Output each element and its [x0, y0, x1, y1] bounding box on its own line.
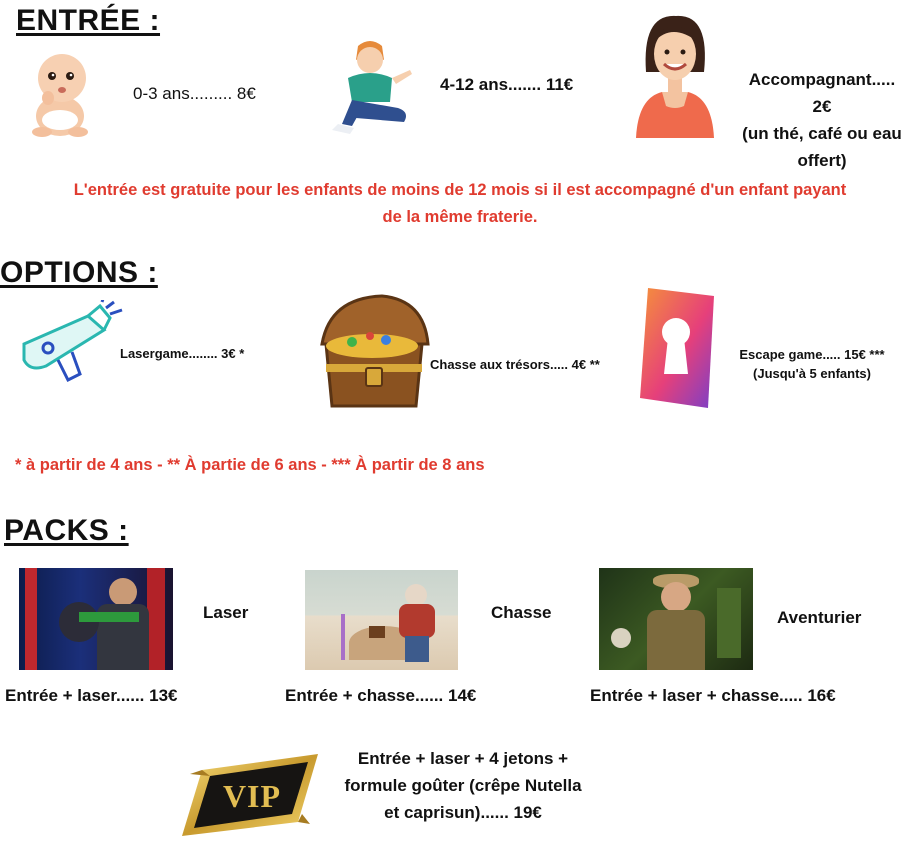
vip-pack-line3: et caprisun)...... 19€ — [384, 803, 542, 822]
free-entry-note — [0, 177, 920, 231]
adult-price-line1: Accompagnant..... — [748, 70, 896, 89]
kid-illustration — [318, 38, 422, 138]
adult-price-line3: (un thé, café ou eau — [742, 124, 902, 143]
vip-pack-line1: Entrée + laser + 4 jetons + — [357, 749, 569, 768]
kid-price: 4-12 ans....... 11€ — [440, 75, 574, 94]
chasse-pack-name: Chasse — [491, 603, 552, 622]
aventurier-pack-photo — [599, 568, 753, 670]
chasse-pack-price: Entrée + chasse...... 14€ — [285, 686, 477, 705]
treasure-chest-icon — [312, 292, 436, 412]
laser-pack-price: Entrée + laser...... 13€ — [5, 686, 178, 705]
laser-pack-photo — [19, 568, 173, 670]
entree-heading: ENTRÉE : — [16, 4, 161, 37]
vip-badge-label: VIP — [222, 778, 282, 814]
baby-price: 0-3 ans......... 8€ — [133, 84, 256, 103]
aventurier-pack-price: Entrée + laser + chasse..... 16€ — [590, 686, 836, 705]
adult-price-line2: 2€ — [812, 97, 832, 116]
escape-option-line1: Escape game..... 15€ *** — [739, 347, 885, 362]
age-requirements-note: * à partir de 4 ans - ** À partie de 6 ans - *** À partir de 8 ans — [15, 456, 485, 474]
free-entry-note-line2: de la même fraterie. — [382, 208, 538, 226]
laser-option: Lasergame........ 3€ * — [120, 346, 245, 361]
chasse-pack-photo — [305, 570, 458, 670]
escape-option — [726, 345, 898, 383]
laser-pack-name: Laser — [203, 603, 249, 622]
baby-illustration — [28, 48, 92, 140]
escape-option-line2: (Jusqu'à 5 enfants) — [753, 366, 871, 381]
aventurier-pack-name: Aventurier — [777, 608, 862, 627]
adult-price-line4: offert) — [797, 151, 847, 170]
keyhole-icon — [634, 286, 718, 410]
adult-price-block — [722, 66, 920, 174]
vip-pack-line2: formule goûter (crêpe Nutella — [344, 776, 582, 795]
treasure-option: Chasse aux trésors..... 4€ ** — [430, 357, 600, 372]
packs-heading: PACKS : — [4, 514, 129, 547]
options-heading: OPTIONS : — [0, 256, 158, 289]
laser-gun-icon — [18, 300, 124, 384]
free-entry-note-line1: L'entrée est gratuite pour les enfants de moins de 12 mois si il est accompagné d'un enfant payant — [73, 181, 847, 199]
vip-pack-description — [318, 745, 608, 826]
adult-illustration — [632, 12, 718, 138]
